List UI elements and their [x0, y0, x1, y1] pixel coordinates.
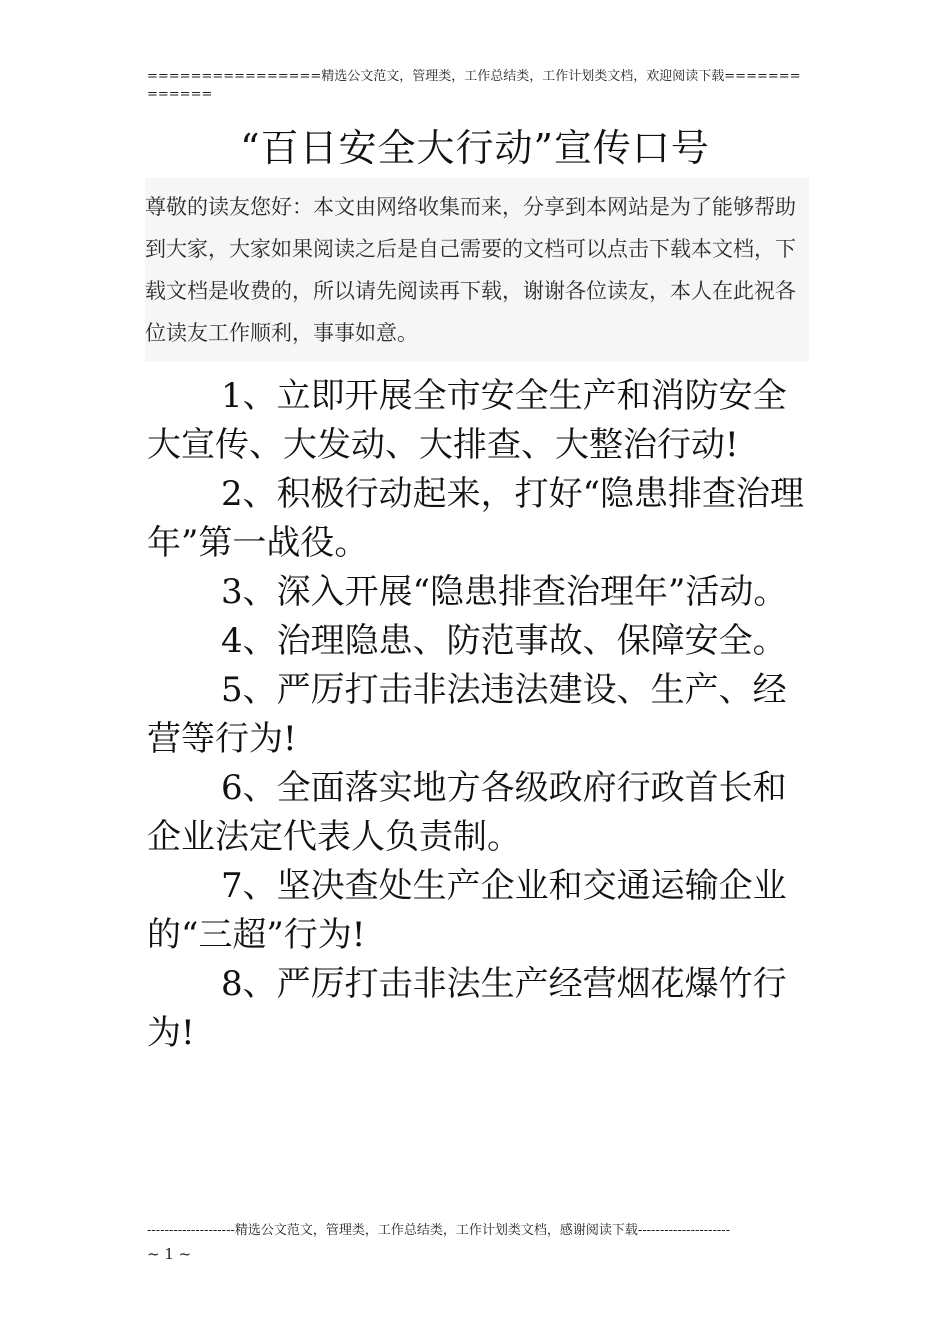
- slogan-list: [147, 372, 807, 1058]
- slogan-item: 1、立即开展全市安全生产和消防安全大宣传、大发动、大排查、大整治行动!: [147, 376, 787, 465]
- slogan-item: 8、严厉打击非法生产经营烟花爆竹行为!: [147, 964, 787, 1053]
- reader-notice-text: 尊敬的读友您好：本文由网络收集而来，分享到本网站是为了能够帮助到大家，大家如果阅读之后是自己需要的文档可以点击下载本文档，下载文档是收费的，所以请先阅读再下载，谢谢各位读友，本人在此祝各位读友工作顺利，事事如意。: [145, 195, 796, 345]
- slogan-item: 7、坚决查处生产企业和交通运输企业的“三超”行为!: [147, 866, 787, 955]
- slogan-item: 3、深入开展“隐患排查治理年”活动。: [221, 572, 788, 612]
- slogan-item: 2、积极行动起来，打好“隐患排查治理年”第一战役。: [147, 474, 805, 563]
- page-header-banner: ================精选公文范文，管理类，工作总结类，工作计划类文档，欢迎阅读下载=============: [147, 69, 801, 102]
- slogan-item: 6、全面落实地方各级政府行政首长和企业法定代表人负责制。: [147, 768, 787, 857]
- page-footer-banner: --------------------精选公文范文，管理类，工作总结类，工作计划类文档，感谢阅读下载---------------------: [147, 1223, 731, 1238]
- slogan-item: 5、严厉打击非法违法建设、生产、经营等行为!: [147, 670, 787, 759]
- document-title: “百日安全大行动”宣传口号: [240, 126, 710, 170]
- slogan-item: 4、治理隐患、防范事故、保障安全。: [221, 621, 787, 661]
- page-number: ~ 1 ~: [147, 1245, 192, 1263]
- reader-notice-box: [145, 178, 809, 362]
